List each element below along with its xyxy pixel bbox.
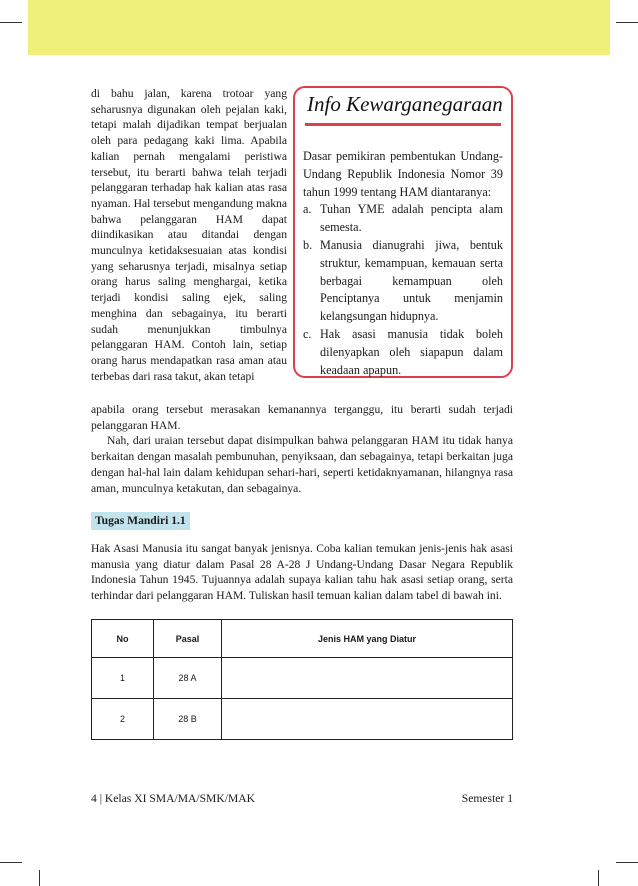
table-cell: 28 A (154, 658, 222, 699)
left-column (91, 86, 287, 384)
table-cell (222, 658, 513, 699)
info-box (293, 86, 513, 378)
footer-semester: Semester 1 (461, 792, 513, 805)
table-cell: 28 B (154, 699, 222, 740)
continuation-paragraph: apabila orang tersebut merasakan kemanannya terganggu, itu berarti sudah terjadi pelanggaran HAM. (91, 403, 513, 432)
table-cell: 2 (92, 699, 154, 740)
info-box-body (303, 148, 503, 379)
list-item-text: Manusia dianugrahi jiwa, bentuk struktur, kemampuan, kemauan serta berbagai kemampuan oleh Penciptanya untuk menjamin kelangsungan hidupnya. (320, 237, 503, 324)
table-row (92, 699, 513, 740)
list-item-text: Hak asasi manusia tidak boleh dilenyapkan oleh siapapun dalam keadaan apapun. (320, 326, 503, 377)
task-table (91, 619, 513, 740)
table-row (92, 658, 513, 699)
table-header: Pasal (154, 620, 222, 658)
crop-mark (39, 870, 40, 886)
footer-page-info: 4 | Kelas XI SMA/MA/SMK/MAK (91, 792, 255, 805)
list-item (303, 201, 503, 237)
conclusion-paragraph: Nah, dari uraian tersebut dapat disimpulkan bahwa pelanggaran HAM itu tidak hanya berkaitan dengan masalah pembunuhan, penyiksaan, dan sebagainya, tetapi berkaitan juga dengan hal-hal lain dalam kehidupan sehari-hari, seperti ketidaknyamanan, hilangnya rasa aman, munculnya ketakutan, dan sebagainya. (91, 434, 513, 495)
task-instructions (91, 541, 513, 604)
crop-mark (598, 870, 599, 886)
list-marker: a. (303, 202, 312, 217)
info-box-title: Info Kewarganegaraan (307, 92, 503, 116)
list-marker: b. (303, 237, 313, 252)
table-header: Jenis HAM yang Diatur (222, 620, 513, 658)
list-item (303, 237, 503, 326)
list-item (303, 326, 503, 379)
task-label: Tugas Mandiri 1.1 (91, 512, 190, 530)
left-column-paragraph: di bahu jalan, karena trotoar yang seharusnya digunakan oleh pejalan kaki, tetapi malah dijadikan tempat berjualan oleh para pedagang kaki lima. Apabila kalian pernah mengalami peristiwa tersebut, itu berarti bahwa telah terjadi pelanggaran terhadap hak kalian atas rasa nyaman. Hal tersebut mengandung makna bahwa pelanggaran HAM dapat diindikasikan atau ditandai dengan munculnya ketidaksesuaian atas kondisi yang seharusnya terjadi, misalnya setiap orang harus saling menghargai, ketika terjadi kondisi saling ejek, saling menghina dan sebagainya, itu berarti sudah menunjukkan timbulnya pelanggaran HAM. Contoh lain, setiap orang harus mendapatkan rasa aman atau terbebas dari rasa takut, akan tetapi (91, 87, 287, 383)
crop-mark (616, 862, 638, 863)
table-cell: 1 (92, 658, 154, 699)
info-box-intro: Dasar pemikiran pembentukan Undang-Undang Republik Indonesia Nomor 39 tahun 1999 tentang HAM diantaranya: (303, 149, 503, 199)
crop-mark (616, 22, 638, 23)
info-box-divider (305, 123, 501, 126)
crop-mark (0, 862, 22, 863)
list-marker: c. (303, 326, 312, 341)
table-header: No (92, 620, 154, 658)
crop-mark (0, 22, 22, 23)
header-band (28, 0, 610, 55)
list-item-text: Tuhan YME adalah pencipta alam semesta. (320, 202, 503, 235)
task-instructions-paragraph: Hak Asasi Manusia itu sangat banyak jenisnya. Coba kalian temukan jenis-jenis hak asasi manusia yang diatur dalam Pasal 28 A-28 J Undang-Undang Dasar Negara Republik Indonesia Tahun 1945. Tujuannya adalah supaya kalian tahu hak asasi setiap orang, serta terhindar dari pelanggaran HAM. Tuliskan hasil temuan kalian dalam tabel di bawah ini. (91, 542, 513, 603)
table-cell (222, 699, 513, 740)
continuation-text (91, 402, 513, 496)
table-header-row (92, 620, 513, 658)
info-box-list (303, 201, 503, 379)
